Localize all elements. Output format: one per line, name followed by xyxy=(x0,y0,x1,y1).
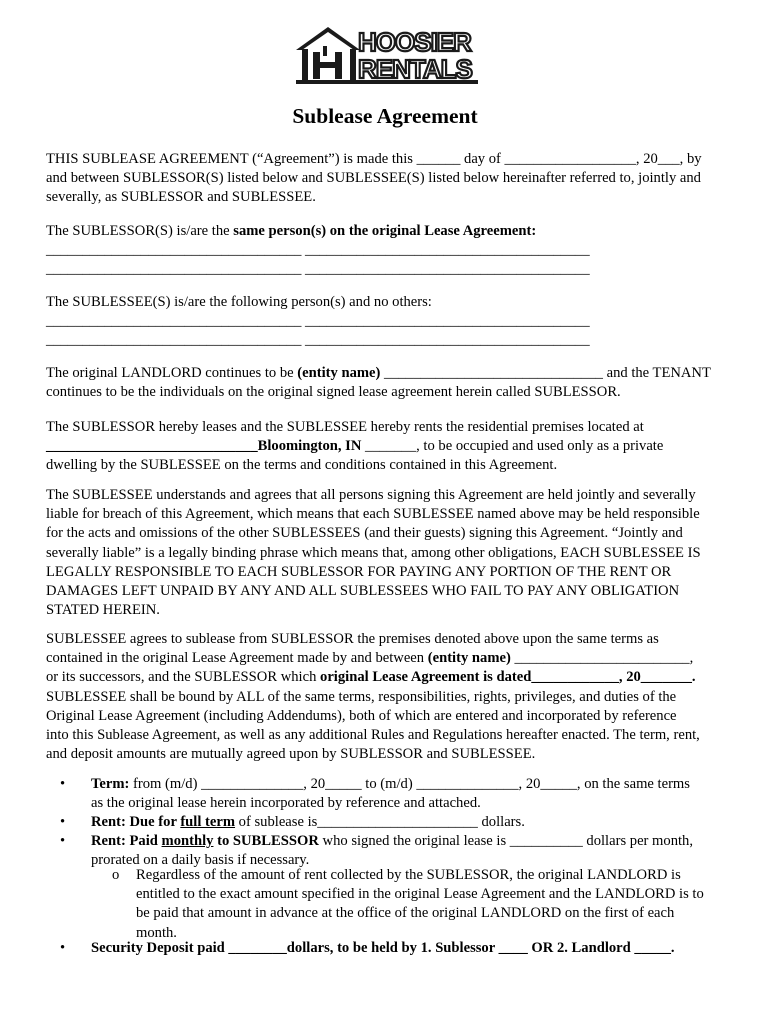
liability-paragraph xyxy=(46,486,734,620)
sublessor-name-blank[interactable]: ___________________________________ _______________________________________ xyxy=(46,261,590,278)
house-logo-icon xyxy=(292,24,478,86)
circle-bullet-icon: o xyxy=(112,867,120,883)
subbullet-line: be paid that amount in advance at the office of the original LANDLORD on the first of each xyxy=(136,905,675,922)
entity-name-label: (entity name) xyxy=(297,365,381,381)
intro-line: severally, as SUBLESSOR and SUBLESSEE. xyxy=(46,189,316,206)
address-blank: _____________________________Bloomington, IN xyxy=(46,438,362,455)
bullet-icon: • xyxy=(60,776,66,792)
bullet-icon: • xyxy=(60,940,66,956)
subbullet-line: Regardless of the amount of rent collected by the SUBLESSOR, the original LANDLORD is xyxy=(136,867,681,883)
liability-line: The SUBLESSEE understands and agrees that all persons signing this Agreement are held jointly and severally xyxy=(46,487,696,503)
rent-paid-line xyxy=(91,832,731,851)
intro-line: and between SUBLESSOR(S) listed below and SUBLESSEE(S) listed below hereinafter referred to, jointly and xyxy=(46,170,701,187)
text: ______________________________ and the TENANT xyxy=(380,365,711,381)
bullet-icon: • xyxy=(60,814,66,830)
text: The original LANDLORD continues to be xyxy=(46,365,298,381)
sublessor-bold: same person(s) on the original Lease Agreement: xyxy=(233,223,537,239)
term-label: Term: xyxy=(91,776,130,792)
terms-paragraph xyxy=(46,630,734,764)
terms-line: into this Sublease Agreement, as well as any additional Rules and Regulations hereafter enacted. The term, rent, xyxy=(46,727,700,744)
sublessee-section xyxy=(46,293,734,351)
full-term-label: full term xyxy=(180,814,236,830)
logo-line1: HOOSIER xyxy=(358,27,471,57)
term-line: as the original lease herein incorporated by reference and attached. xyxy=(91,795,481,812)
sublessee-statement: The SUBLESSEE(S) is/are the following person(s) and no others: xyxy=(46,294,432,310)
monthly-label: monthly xyxy=(161,833,214,849)
terms-line xyxy=(46,668,734,687)
terms-line xyxy=(46,649,734,668)
logo-line2: RENTALS xyxy=(358,54,472,84)
sublessor-name-blank[interactable]: ___________________________________ _______________________________________ xyxy=(46,242,590,259)
hoosier-rentals-logo xyxy=(292,24,478,86)
deposit-bullet xyxy=(60,939,730,959)
term-dates: from (m/d) ______________, 20_____ to (m/d) ______________, 20_____, on the same terms xyxy=(129,776,690,792)
subbullet-line: month. xyxy=(136,924,177,941)
document-title: Sublease Agreement xyxy=(292,104,478,128)
sublessor-statement xyxy=(46,222,734,241)
rent-due-bullet xyxy=(60,813,730,833)
liability-line: liable for breach of this Agreement, which means that each SUBLESSEE named above may be held responsible xyxy=(46,506,700,523)
text: or its successors, and the SUBLESSOR which xyxy=(46,669,321,686)
text: ________________________, xyxy=(510,650,694,667)
rent-paid-line: prorated on a daily basis if necessary. xyxy=(91,852,310,869)
term-line xyxy=(91,775,731,794)
liability-line: LEGALLY RESPONSIBLE TO EACH SUBLESSOR FOR PAYING ANY PORTION OF THE RENT OR xyxy=(46,563,672,580)
liability-line: severally liable” is a legally binding phrase which means that, among other obligations, EACH SUBLESSEE IS xyxy=(46,544,701,561)
liability-line: DAMAGES LEFT UNPAID BY ANY AND ALL SUBLESSEES WHO FAIL TO PAY ANY OBLIGATION xyxy=(46,583,680,600)
terms-line: and deposit amounts are mutually agreed upon by SUBLESSOR and SUBLESSEE. xyxy=(46,746,536,763)
landlord-paragraph xyxy=(46,364,734,402)
liability-line: for the acts and omissions of the other SUBLESSEES (and their guests) signing this Agreement. “Jointly and xyxy=(46,525,683,542)
premises-line xyxy=(46,437,734,456)
deposit-line xyxy=(91,939,731,958)
terms-line: Original Lease Agreement (including Addendums), both of which are entered and incorporated by reference xyxy=(46,707,677,724)
terms-line: SUBLESSEE agrees to sublease from SUBLESSOR the premises denoted above upon the same terms as xyxy=(46,631,659,647)
rent-due-amount: of sublease is______________________ dollars. xyxy=(235,814,525,830)
sublessee-name-blank[interactable]: ___________________________________ _______________________________________ xyxy=(46,313,590,330)
intro-line: THIS SUBLEASE AGREEMENT (“Agreement”) is made this ______ day of __________________, 20___, by xyxy=(46,151,702,167)
terms-line: SUBLESSEE shall be bound by ALL of the same terms, responsibilities, rights, privileges, and duties of the xyxy=(46,688,677,705)
bullet-icon: • xyxy=(60,833,66,849)
liability-line: STATED HEREIN. xyxy=(46,602,160,619)
landlord-line xyxy=(46,364,734,383)
rent-due-line xyxy=(91,813,731,832)
sublessor-prefix: The SUBLESSOR(S) is/are the xyxy=(46,223,234,239)
premises-line: The SUBLESSOR hereby leases and the SUBLESSEE hereby rents the residential premises located at xyxy=(46,419,644,435)
rent-paid-amount: who signed the original lease is __________ dollars per month, xyxy=(318,833,693,849)
rent-paid-label: Rent: Paid xyxy=(91,833,162,849)
sublessee-name-blank[interactable]: ___________________________________ _______________________________________ xyxy=(46,332,590,349)
to-sublessor-label: to SUBLESSOR xyxy=(213,833,319,849)
premises-paragraph xyxy=(46,418,734,476)
deposit-text: Security Deposit paid ________dollars, to be held by 1. Sublessor ____ OR 2. Landlord _____. xyxy=(91,940,675,956)
entity-name-label: (entity name) xyxy=(427,650,511,667)
sublessor-section xyxy=(46,222,734,280)
subbullet-line: entitled to the exact amount specified in the original Lease Agreement and the LANDLORD is to xyxy=(136,886,704,903)
landlord-line: continues to be the individuals on the original signed lease agreement herein called SUBLESSOR. xyxy=(46,384,621,401)
intro-paragraph xyxy=(46,150,734,208)
landlord-rent-subbullet xyxy=(112,866,732,944)
text: contained in the original Lease Agreement made by and between xyxy=(46,650,428,667)
premises-line: dwelling by the SUBLESSEE on the terms and conditions contained in this Agreement. xyxy=(46,457,558,474)
text: _______, to be occupied and used only as a private xyxy=(361,438,664,455)
lease-date-blank: original Lease Agreement is dated____________, 20_______. xyxy=(320,669,696,686)
term-bullet xyxy=(60,775,730,815)
rent-due-label: Rent: Due for xyxy=(91,814,181,830)
